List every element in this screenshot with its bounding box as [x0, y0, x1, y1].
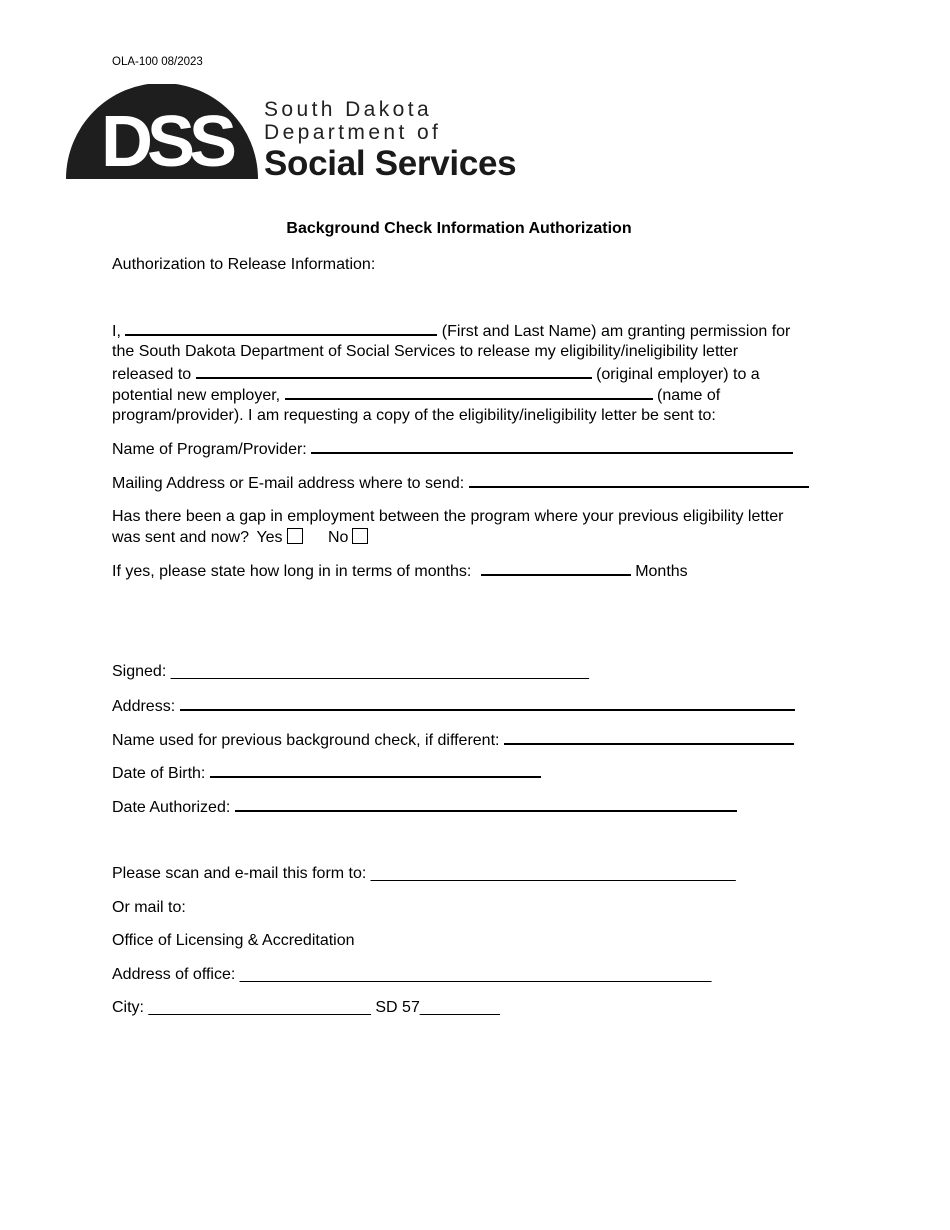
address-row: [112, 695, 795, 717]
p3-tail: (original employer) to a: [596, 366, 760, 383]
paragraph-line-5: program/provider). I am requesting a copy of the eligibility/ineligibility letter be sent to:: [112, 407, 716, 424]
section-label: Authorization to Release Information:: [112, 256, 376, 273]
logo-line-state: South Dakota: [264, 98, 433, 121]
p3-lead: released to: [112, 366, 192, 383]
office-name: Office of Licensing & Accreditation: [112, 932, 355, 949]
mailing-address-label: Mailing Address or E-mail address where to send:: [112, 475, 465, 492]
city-label: City:: [112, 999, 144, 1016]
form-code: OLA-100 08/2023: [112, 56, 203, 68]
office-address-row: [112, 964, 711, 985]
gap-question-tail: was sent and now?: [112, 529, 249, 546]
months-field[interactable]: [481, 560, 631, 576]
no-checkbox[interactable]: [352, 528, 368, 544]
first-last-name-field[interactable]: [125, 320, 437, 336]
svg-text:DSS: DSS: [100, 102, 232, 182]
city-field[interactable]: _________________________: [148, 999, 371, 1016]
paragraph-line-2: the South Dakota Department of Social Services to release my eligibility/ineligibility letter: [112, 343, 739, 360]
previous-name-row: [112, 729, 794, 751]
scan-email-row: [112, 863, 736, 884]
original-employer-field[interactable]: [196, 363, 592, 379]
months-prompt: If yes, please state how long in in terms of months:: [112, 563, 472, 580]
p4-tail: (name of: [657, 387, 721, 404]
no-label: No: [328, 529, 349, 546]
office-address-label: Address of office:: [112, 966, 236, 983]
date-authorized-field[interactable]: [235, 796, 737, 812]
paragraph-line-4: [112, 384, 720, 406]
new-employer-field[interactable]: [285, 384, 653, 400]
paragraph-line-3: [112, 363, 760, 385]
address-field[interactable]: [180, 695, 795, 711]
dob-field[interactable]: [210, 762, 541, 778]
date-authorized-label: Date Authorized:: [112, 799, 231, 816]
mailing-address-row: [112, 472, 809, 494]
logo-line-agency: Social Services: [264, 144, 517, 183]
previous-name-field[interactable]: [504, 729, 794, 745]
signed-label: Signed:: [112, 663, 167, 680]
date-authorized-row: [112, 796, 737, 818]
city-row: [112, 997, 500, 1018]
or-mail-label: Or mail to:: [112, 899, 186, 916]
gap-question-line-2: [112, 527, 368, 548]
scan-email-label: Please scan and e-mail this form to:: [112, 865, 367, 882]
p4-lead: potential new employer,: [112, 387, 281, 404]
dob-label: Date of Birth:: [112, 765, 206, 782]
dss-mark-icon: [66, 84, 261, 184]
office-address-field[interactable]: _____________________________________________________: [239, 966, 712, 983]
yes-checkbox[interactable]: [287, 528, 303, 544]
state-zip-label: SD 57: [375, 999, 420, 1016]
paragraph-line-1: [112, 320, 790, 342]
p1-tail: (First and Last Name) am granting permission for: [441, 323, 791, 340]
logo-line-department: Department of: [264, 121, 442, 144]
program-provider-label: Name of Program/Provider:: [112, 441, 307, 458]
dob-row: [112, 762, 541, 784]
form-title: Background Check Information Authorization: [286, 220, 632, 237]
signed-row: [112, 661, 589, 682]
months-unit: Months: [635, 563, 688, 580]
previous-name-label: Name used for previous background check, if different:: [112, 732, 500, 749]
signature-field[interactable]: _______________________________________________: [170, 663, 589, 680]
mailing-address-field[interactable]: [469, 472, 809, 488]
scan-email-field[interactable]: _________________________________________: [370, 865, 736, 882]
zip-field[interactable]: _________: [419, 999, 500, 1016]
program-provider-field[interactable]: [311, 438, 793, 454]
dss-logo: [66, 84, 526, 184]
yes-label: Yes: [256, 529, 283, 546]
program-provider-row: [112, 438, 793, 460]
gap-question-line-1: Has there been a gap in employment between the program where your previous eligibility letter: [112, 508, 784, 525]
p1-lead: I,: [112, 323, 121, 340]
months-row: [112, 560, 688, 582]
address-label: Address:: [112, 698, 176, 715]
